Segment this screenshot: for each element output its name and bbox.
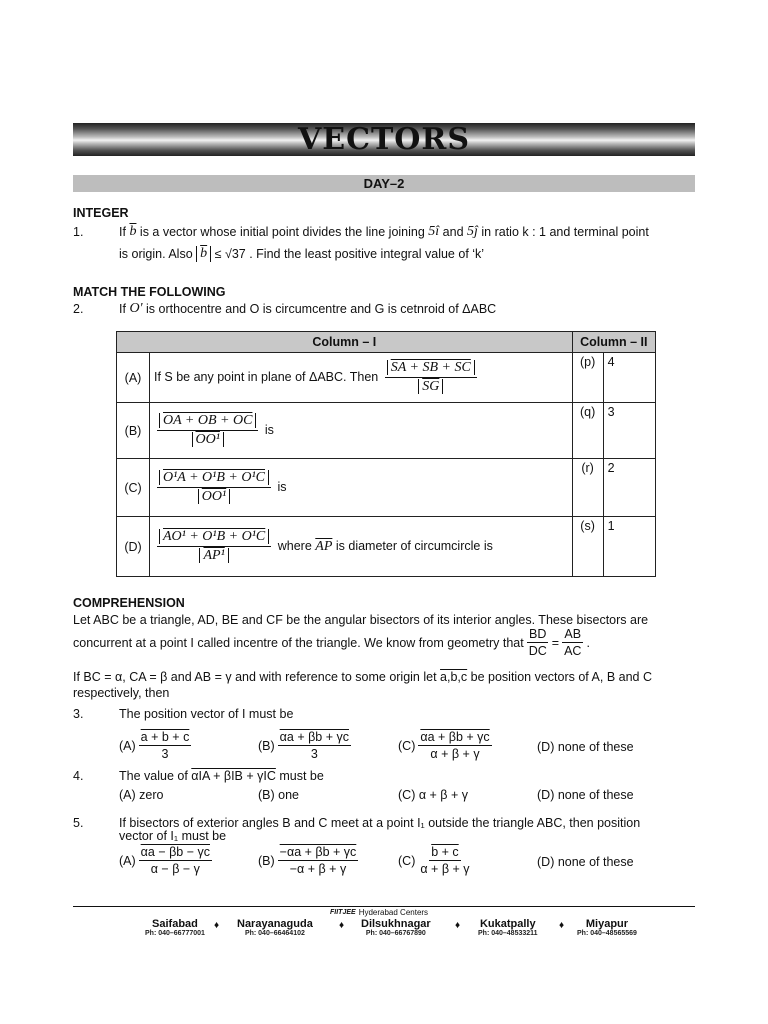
row-d-num-text: AO¹ + O¹B + O¹C (159, 529, 269, 544)
row-c-den (196, 488, 232, 505)
comp-p2b: be position vectors of A, B and C (470, 670, 652, 684)
row-s-label: (s) (572, 517, 603, 577)
q1-and: and (442, 225, 464, 239)
q5-c-den: α + β + γ (420, 862, 470, 877)
row-p-label: (p) (572, 353, 603, 403)
row-q-label: (q) (572, 403, 603, 459)
abs-b-inner: $\overline{b}$ (200, 246, 208, 261)
row-a-content (150, 353, 573, 403)
row-b-fraction (157, 413, 258, 448)
comp-p2c: respectively, then (73, 686, 170, 700)
q3-b-num: αa + βb + γc (278, 730, 351, 746)
q5-b-den: −α + β + γ (289, 862, 347, 877)
q3-a-den: 3 (161, 747, 169, 762)
day-bar (73, 175, 695, 192)
row-d-label: (D) (117, 517, 150, 577)
row-a-pre: If S be any point in plane of ΔABC. Then (154, 369, 379, 384)
comp-p1b-text: concurrent at a point I called incentre of the triangle. We know from geometry that (73, 635, 524, 650)
centers-title: Hyderabad Centers (358, 908, 429, 917)
comprehension-para-2 (73, 670, 652, 684)
center-2-name: Narayanaguda (237, 918, 313, 930)
o-prime: O' (129, 301, 143, 316)
q3-b-fraction (278, 730, 351, 762)
q2-text-1: If (119, 302, 126, 316)
q4-option-a[interactable]: (A) zero (119, 788, 164, 802)
q5-option-d[interactable]: (D) none of these (537, 855, 634, 869)
row-c-content (150, 459, 573, 517)
q5-c-label: (C) (398, 853, 416, 868)
row-d-den (197, 547, 230, 564)
q5-a-num: αa − βb − γc (139, 845, 212, 861)
comp-p2a: If BC = α, CA = β and AB = γ and with reference to some origin let (73, 670, 437, 684)
q3-text: The position vector of I must be (119, 707, 294, 721)
q5-text-2: vector of I₁ must be (119, 829, 227, 843)
q4-number: 4. (73, 769, 84, 783)
row-a-label: (A) (117, 353, 150, 403)
q5-option-b[interactable] (258, 845, 361, 877)
comprehension-para-1b (73, 627, 590, 659)
center-5-name: Miyapur (585, 918, 629, 930)
diamond-icon: ♦ (214, 920, 220, 931)
abs-b (196, 246, 211, 262)
period: . (586, 635, 590, 650)
q4-option-c[interactable]: (C) α + β + γ (398, 788, 468, 802)
row-b-content (150, 403, 573, 459)
center-1-name: Saifabad (152, 918, 198, 930)
q3-c-label: (C) (398, 738, 416, 753)
q3-a-label: (A) (119, 738, 136, 753)
q5-number: 5. (73, 816, 84, 830)
center-2-phone: Ph: 040–66464102 (244, 930, 305, 937)
footer-center-3 (361, 918, 431, 937)
match-header-row (117, 332, 656, 353)
q3-b-den: 3 (310, 747, 318, 762)
row-d-den-text: AP¹ (199, 548, 228, 563)
q2-number: 2. (73, 302, 84, 316)
row-q-value: 3 (603, 403, 655, 459)
q4-option-d[interactable]: (D) none of these (537, 788, 634, 802)
q5-a-label: (A) (119, 853, 136, 868)
center-4-phone: Ph: 040–48533211 (478, 930, 538, 937)
row-c-post: is (277, 479, 287, 494)
row-c-num (157, 470, 271, 488)
q4-option-b[interactable]: (B) one (258, 788, 299, 802)
footer-rule (73, 906, 695, 907)
question-1 (73, 224, 698, 262)
ab-ac-fraction (562, 627, 583, 659)
q5-b-fraction (278, 845, 359, 877)
row-a-fraction (385, 360, 477, 395)
row-c-fraction (157, 470, 271, 505)
row-c-label: (C) (117, 459, 150, 517)
q3-option-d[interactable]: (D) none of these (537, 740, 634, 754)
ac-label: AC (564, 644, 582, 659)
q3-b-label: (B) (258, 738, 275, 753)
q1-text-1: If (119, 225, 126, 239)
col1-header: Column – I (117, 332, 573, 353)
fiitjee-logo: FIITJEE (330, 909, 356, 916)
q3-options (119, 730, 699, 768)
center-3-phone: Ph: 040–66767890 (365, 930, 426, 937)
col2-header: Column – II (572, 332, 655, 353)
row-a-den-text: SG (418, 379, 443, 394)
q3-option-a[interactable] (119, 730, 194, 762)
row-b-den (190, 431, 226, 448)
five-j: 5ĵ (467, 224, 478, 239)
q3-c-den: α + β + γ (430, 747, 480, 762)
match-row-a (117, 353, 656, 403)
q5-text-1: If bisectors of exterior angles B and C meet at a point I₁ outside the triangle ABC, then position (119, 816, 641, 830)
q3-a-fraction (139, 730, 192, 762)
q4-expr: αIA + βIB + γIC (191, 769, 276, 783)
row-d-content (150, 517, 573, 577)
q1-text-5: . Find the least positive integral value of ‘k’ (249, 247, 485, 261)
q3-number: 3. (73, 707, 84, 721)
row-a-num (385, 360, 477, 378)
footer-center-1 (145, 918, 205, 937)
footer-center-2 (237, 918, 313, 937)
center-1-phone: Ph: 040–66777001 (145, 930, 205, 937)
eq-sign: = (551, 635, 560, 650)
row-d-num (157, 529, 271, 547)
match-heading: MATCH THE FOLLOWING (73, 285, 226, 299)
diamond-icon: ♦ (559, 920, 565, 931)
row-r-label: (r) (572, 459, 603, 517)
q4-text-2: must be (279, 769, 324, 783)
match-row-c (117, 459, 656, 517)
footer-center-4 (478, 918, 538, 937)
bd-label: BD (527, 627, 548, 643)
q5-option-c[interactable] (398, 845, 475, 877)
bd-dc-fraction (527, 627, 549, 659)
q5-b-num: −αa + βb + γc (278, 845, 359, 861)
row-d-post2: is diameter of circumcircle is (335, 538, 493, 553)
diamond-icon: ♦ (455, 920, 461, 931)
q1-text-3: in ratio k : 1 and terminal point (481, 225, 649, 239)
row-c-den-text: OO¹ (198, 489, 230, 504)
row-b-label: (B) (117, 403, 150, 459)
vectors-abc: a,b,c (440, 670, 468, 684)
footer-centers-title-row (330, 908, 428, 917)
page-title: VECTORS (297, 122, 471, 157)
q5-option-a[interactable] (119, 845, 215, 877)
question-2 (73, 301, 496, 317)
row-c-num-text: O¹A + O¹B + O¹C (159, 470, 269, 485)
question-5 (73, 816, 698, 843)
row-b-den-text: OO¹ (192, 432, 224, 447)
row-p-value: 4 (603, 353, 655, 403)
diamond-icon: ♦ (339, 920, 345, 931)
row-b-num (157, 413, 258, 431)
q1-text-4: is origin. Also (119, 247, 193, 261)
q5-a-den: α − β − γ (150, 862, 200, 877)
match-row-d (117, 517, 656, 577)
row-a-num-text: SA + SB + SC (387, 360, 475, 375)
q3-a-num: a + b + c (139, 730, 192, 746)
center-3-name: Dilsukhnagar (361, 918, 431, 930)
q5-a-fraction (139, 845, 212, 877)
q5-options (119, 845, 699, 883)
q5-c-fraction (418, 845, 471, 877)
ab-label: AB (562, 627, 583, 643)
q5-c-num: b + c (429, 845, 460, 861)
footer-center-5 (577, 918, 637, 937)
row-s-value: 1 (603, 517, 655, 577)
comprehension-heading: COMPREHENSION (73, 596, 185, 610)
q5-b-label: (B) (258, 853, 275, 868)
q3-c-fraction (418, 730, 491, 762)
vector-b: $\overline{b}$ (129, 224, 137, 239)
q1-text-2: is a vector whose initial point divides the line joining (139, 225, 425, 239)
dc-label: DC (528, 644, 547, 659)
q1-leq: ≤ √37 (214, 247, 246, 261)
center-4-name: Kukatpally (479, 918, 536, 930)
match-row-b (117, 403, 656, 459)
row-a-den (416, 378, 445, 395)
five-i: 5î (428, 224, 440, 239)
q4-text-1: The value of (119, 769, 188, 783)
day-label: DAY–2 (363, 176, 405, 191)
q3-option-b[interactable] (258, 730, 354, 762)
row-b-post: is (264, 422, 274, 437)
question-4 (73, 769, 324, 783)
integer-heading: INTEGER (73, 206, 129, 220)
title-banner (73, 123, 695, 156)
row-b-num-text: OA + OB + OC (159, 413, 256, 428)
row-d-fraction (157, 529, 271, 564)
match-table (116, 331, 656, 577)
q2-text-2: is orthocentre and O is circumcentre and G is cetnroid of ΔABC (146, 302, 497, 316)
q3-option-c[interactable] (398, 730, 495, 762)
q1-number: 1. (73, 225, 84, 239)
comprehension-para-1: Let ABC be a triangle, AD, BE and CF be the angular bisectors of its interior angles. These bisectors are (73, 613, 649, 627)
center-5-phone: Ph: 040–48565569 (577, 930, 637, 937)
row-d-ap: $\overline{AP}$ (315, 538, 333, 554)
row-d-post: where (277, 538, 312, 553)
row-r-value: 2 (603, 459, 655, 517)
q3-c-num: αa + βb + γc (418, 730, 491, 746)
question-3 (73, 707, 293, 721)
